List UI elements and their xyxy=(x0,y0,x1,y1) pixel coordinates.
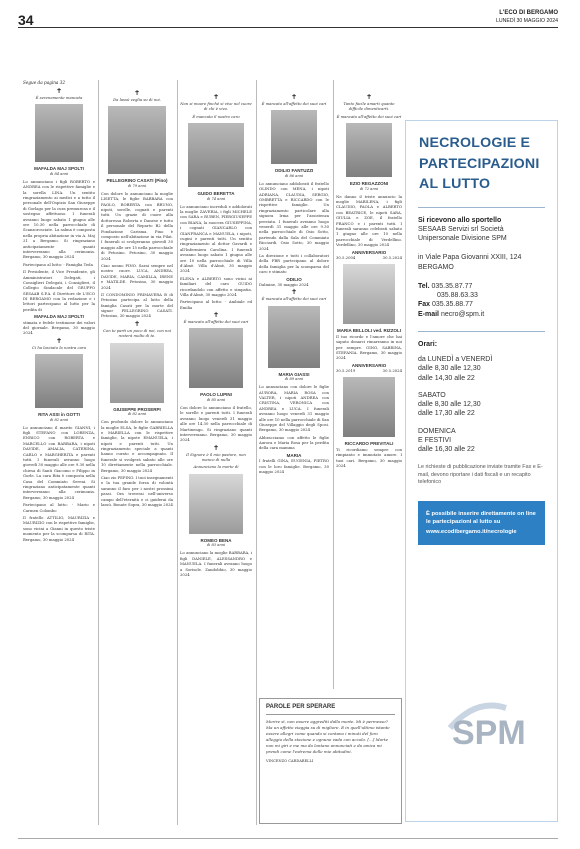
deceased-age: di 83 anni xyxy=(206,543,226,548)
ad-title-line: PARTECIPAZIONI xyxy=(419,155,540,172)
spm-logo-icon xyxy=(446,694,542,754)
notice-text: Lo annunciano addolorati il fratello OLINDO con MENA, i nipoti ADRIANA, CLAUDIA, SERGIO, OMBRETTA e RICCARDO con le rispettive famiglie. Un ringraziamento particolare alla signora Irma per l'assistenza prestata. I funerali avranno luogo venerdì 31 maggio alle ore 9.30 nella parrocchiale di Osio Sotto, partendo dalla Sala del Commiato Ricciardi. Osio Sotto, 30 maggio 2024 xyxy=(259,180,329,251)
tel-number-2: 035.88.63.33 xyxy=(437,292,478,300)
column-divider xyxy=(333,80,334,689)
spm-logo xyxy=(446,694,542,754)
weekday-hours: dalle 14,30 alle 22 xyxy=(418,374,475,382)
portrait-photo xyxy=(345,122,393,178)
deceased-age: di 82 anni xyxy=(49,417,69,422)
deceased-age: di 72 anni xyxy=(359,186,379,191)
portrait-photo xyxy=(267,305,321,369)
notice-text: Con dolore lo annunciano la moglie LISETTA, le figlie BARBARA con PAOLO, ROBERTA con BRUNO, nipoti, sorelle, cognati e parenti tutti. Un grazie di cuore alla dottoressa Roberta e Danese e tutto il personale del Reparto B2 della Fondazione Carisma. Pino è composto nell'abitazione in via Pilat. I funerali si svolgeranno giovedì 30 maggio alle ore 15 nella parrocchiale di Petosino. Petosino, 30 maggio 2024 xyxy=(101,190,173,261)
portrait-photo xyxy=(188,327,244,389)
sunday-label: DOMENICA xyxy=(418,427,456,435)
deceased-name: MARIA BELLOLI ved. RIZZOLI xyxy=(336,328,402,334)
notice-text: Ne danno il triste annuncio la moglie MARILENA, i figli CLAUDIO, PAOLA e ALBERTO con BEATRICE, le nipoti SARA, GIULIA e ZOE, il fratello FRANCO e i parenti tutti. I funerali saranno celebrati sabato 1 giugno alle ore 10 nella parrocchiale di Verdellino. Verdellino, 30 maggio 2024 xyxy=(336,193,402,248)
deceased-age: di 86 anni xyxy=(284,173,304,178)
cross-icon: ✝ xyxy=(56,336,62,345)
date-start: 30.5.2019 xyxy=(336,368,356,374)
notice-intro: Con te parti un poco di noi, con noi resterà molto di te. xyxy=(103,327,171,339)
office-name: SESAAB Servizi srl Società Unipersonale Divisione SPM xyxy=(418,226,507,243)
notice-intro: È mancato all'affetto dei suoi cari xyxy=(336,113,402,119)
masthead xyxy=(496,10,558,24)
notice-extra: Partecipano al lutto: - Ambiale ed Emilia xyxy=(180,299,252,310)
contact-info xyxy=(418,282,545,319)
notice-extra: Partecipano al lutto: - Famiglia Teda xyxy=(23,261,93,267)
sunday-hours: dalle 16,30 alle 22 xyxy=(418,446,475,453)
deceased-age: di 74 anni xyxy=(206,196,226,201)
page-number: 34 xyxy=(18,12,34,28)
notice-text: Dalmine, 30 maggio 2024 xyxy=(259,281,309,287)
poem-author: VINCENZO CARDARELLI xyxy=(266,759,314,763)
portrait-photo xyxy=(34,103,84,163)
deceased-name: GIUSEPPE PROSERPI xyxy=(113,406,161,412)
opening-hours xyxy=(418,340,545,454)
ad-divider xyxy=(418,331,545,332)
header-rule xyxy=(18,27,558,28)
issue-date: LUNEDÌ 30 MAGGIO 2024 xyxy=(496,17,558,24)
tel-label: Tel. xyxy=(418,282,430,290)
notice-text: Ciao zio PEPINO. I tuoi insegnamenti e la tua grande forza di volontà saranno il faro per i nostri prossimi passi. Ora troverai nell'universo campo dell'eternità e ci guiderai da lassù. Bonate Sopra, 30 maggio 2024 xyxy=(101,475,173,507)
cross-icon: ✝ xyxy=(366,94,372,101)
paper-name: L'ECO DI BERGAMO xyxy=(499,10,558,16)
cross-icon: ✝ xyxy=(213,443,219,452)
notice-text: Ciao nonno PINO. Sarai sempre nel nostro cuore. LUCA, ANDREA, DAVIDE, MARIA, CAMILLA, IRENE e MATILDE. Petosino, 30 maggio 2024 xyxy=(101,262,173,290)
portrait-photo xyxy=(342,376,396,438)
deceased-name: MARIA GIASSI xyxy=(278,371,310,377)
deceased-name: MAFALDA MAJ SPOLTI xyxy=(34,314,84,320)
email-label: E-mail xyxy=(418,310,440,318)
weekday-label: da LUNEDÌ a VENERDÌ xyxy=(418,356,493,364)
cross-icon: ✝ xyxy=(134,319,140,328)
notice-intro: È mancato all'affetto dei suoi cari xyxy=(183,319,249,325)
poem-title: PAROLE PER SPERARE xyxy=(266,703,395,715)
portrait-photo xyxy=(342,263,396,325)
cross-icon: ✝ xyxy=(291,288,297,297)
saturday-hours: dalle 8,30 alle 12,30 xyxy=(418,401,481,409)
cross-icon: ✝ xyxy=(213,311,219,320)
deceased-name: RITA ASSI in GOTTI xyxy=(38,412,80,418)
deceased-name: EZIO REGAZZONI xyxy=(349,181,389,187)
anniversary-dates xyxy=(336,255,402,260)
notice-quote: Tanto facile amarti quanto difficile dimenticarti. xyxy=(343,101,395,112)
notice-text: Lo annunciano il marito GIANNI, i figli STEFANO con LORENZA, ENRICO con ROBERTA e MARCELLO con BARBARA, i nipoti DAVIDE, AMALIA, CATERINA, CARLO e MARGHERITA e parenti tutti. I funerali avranno luogo giovedì 30 maggio alle ore 9.30 nella chiesa di Santi Giacomo e Filippo in Gorle. La cara Rita è composta nella Casa del Commiato Sereni. Si ringraziano anticipatamente quanti interverranno alla cerimonia. Bergamo, 30 maggio 2024 xyxy=(23,424,95,500)
deceased-name: ODILIO FANTUZZI xyxy=(274,168,314,174)
email-address: necro@spm.it xyxy=(440,310,485,318)
ad-title-line: NECROLOGIE E xyxy=(419,135,531,151)
notice-text: Lo annunciano i figli ROBERTO e ANDREA con le rispettive famiglie e la sorella LINA. Un sentito ringraziamento ai medici e a tutto il personale dell'Ospizio San Giuseppe di Gorlago per la cura premurosa e il sostegno affettuoso. I funerali avranno luogo sabato 1 giugno alle ore 10.30 nella parrocchiale di Scanzorosciate. La salma è composta nella propria abitazione in via A. Maj 21 a Bergamo. Si ringraziano anticipatamente quanti interverranno alla cerimonia. Bergamo, 30 maggio 2024 xyxy=(23,178,95,260)
date-start: 30.5.2004 xyxy=(336,254,356,260)
poem-box xyxy=(259,698,402,824)
online-banner[interactable] xyxy=(418,501,545,546)
anniversary-dates xyxy=(336,368,402,373)
holiday-label: E FESTIVI xyxy=(418,436,452,444)
deceased-name: ROMEO BENA xyxy=(200,537,232,543)
notice-intro: Da lassù veglia su di noi. xyxy=(113,97,161,102)
notice-quote: Non si muore finché si vive nel cuore di chi è vivo. xyxy=(180,101,252,112)
date-end: 30.5.2024 xyxy=(382,254,402,260)
saturday-hours: dalle 17,30 alle 22 xyxy=(418,410,475,418)
page-footer-rule xyxy=(18,838,558,839)
notice-text: I fratelli GINA, EUGENIA, PIETRO con le loro famiglie. Bergamo, 30 maggio 2024 xyxy=(259,458,329,475)
notice-quote: Il Signore è il mio pastore, non manco di nulla xyxy=(186,451,246,463)
deceased-age: di 89 anni xyxy=(284,377,304,382)
saturday-label: SABATO xyxy=(418,391,446,399)
portrait-photo xyxy=(34,353,84,409)
notice-intro: È mancato il nostro caro xyxy=(192,113,240,119)
cross-icon: ✝ xyxy=(134,90,140,97)
notice-text: Ti ricordiamo sempre con rimpianto e immutato amore. I tuoi cari. Bergamo, 30 maggio 2024 xyxy=(336,446,402,469)
deceased-age: di 82 anni xyxy=(127,412,147,417)
portrait-photo xyxy=(188,473,244,535)
anniversary-label: ANNIVERSARIO xyxy=(351,249,387,255)
portrait-photo xyxy=(107,105,167,175)
notice-text: Lo annunciano la moglie BARBARA, i figli DANIELE, ALESSANDRO e MANUELA. I funerali avranno luogo a Sorisole. Zandobbio, 30 maggio 2024 xyxy=(180,550,252,577)
deceased-name: ODILIO xyxy=(286,276,302,282)
online-url-link[interactable]: www.ecodibergamo.it/necrologie xyxy=(426,529,517,536)
column-divider xyxy=(98,80,99,825)
notice-intro: Annunciano la morte di xyxy=(193,464,239,470)
anniversary-label: ANNIVERSARIO xyxy=(351,362,387,368)
cross-icon: ✝ xyxy=(291,94,297,101)
deceased-name: MAFALDA MAJ SPOLTI xyxy=(34,166,84,172)
ad-title-line: AL LUTTO xyxy=(419,176,491,193)
fax-label: Fax xyxy=(418,301,431,309)
notice-text: Il tuo ricordo e l'amore che hai saputo donarci rimarranno in noi per sempre. GINO, SABRINA, STEFANIA. Bergamo, 30 maggio 2024 xyxy=(336,333,402,361)
portrait-photo xyxy=(109,342,165,404)
office-address: in Viale Papa Giovanni XXIII, 124 BERGAMO xyxy=(418,254,522,271)
weekday-hours: dalle 8,30 alle 12,30 xyxy=(418,365,481,373)
notice-text: La direzione e tutti i collaboratori della FBR partecipano al dolore della famiglia per la scomparsa del caro e stimato xyxy=(259,252,329,275)
column-3 xyxy=(180,94,252,828)
office-label: Si ricevono allo sportello xyxy=(418,216,502,224)
ad-title xyxy=(419,133,557,195)
cross-icon: ✝ xyxy=(56,88,62,95)
column-4 xyxy=(259,94,329,692)
deceased-name: PAOLO LUPINI xyxy=(200,392,232,398)
poem-text: Morire sì, non essere aggrediti dalla morte. Mi è permesso? Ma un affetto viaggia su di migliore. E in quell'ultimo istante essere allegri come quando si contano i minuti del foro alleggio della stazione e ognuno vada con accolo. [...] Morte non mi giri e me ma da lontano annunciati e da amica mi prendi come l'estrema delle mie abitudini. xyxy=(266,719,390,754)
cross-icon: ✝ xyxy=(213,94,219,101)
notice-text: stimata e fedele testimone dei valori del giornale. Bergamo, 30 maggio 2024 xyxy=(23,319,95,336)
column-divider xyxy=(177,80,178,825)
notice-intro: Ci ha lasciato la nostra cara xyxy=(32,344,86,350)
column-1 xyxy=(23,88,95,828)
office-info xyxy=(418,216,545,244)
deceased-name: PELLEGRINO CASATI (Pino) xyxy=(106,178,168,184)
logo-text: SPM xyxy=(452,714,526,752)
deceased-name: RICCARDO PREVITALI xyxy=(344,441,394,447)
notice-intro: È serenamente mancata xyxy=(35,95,83,100)
notice-text: Il CONDOMINIO FRIMAVERA B di Petosino partecipa al lutto della famiglia Casati per la morte del signor PELLEGRINO CASATI. Petosino, 30 maggio 2024 xyxy=(101,291,173,319)
deceased-age: di 84 anni xyxy=(49,171,69,176)
date-end: 30.5.2024 xyxy=(382,368,402,374)
notice-intro: È mancato all'affetto dei suoi cari xyxy=(261,101,327,106)
notice-intro: È mancata all'affetto dei suoi cari xyxy=(261,296,327,302)
ad-divider xyxy=(418,207,545,208)
column-divider xyxy=(256,80,257,825)
portrait-photo xyxy=(270,109,318,165)
fax-number: 035.35.88.77 xyxy=(432,301,473,309)
submission-note: Le richieste di pubblicazione inviate tramite Fax e E-mail, devono riportare i dati fiscali e un recapito telefonico xyxy=(418,464,543,486)
column-5 xyxy=(336,94,402,692)
notice-text: Con profondo dolore lo annunciano la moglie ELSA, le figlie GABRIELLA e MARIELLA con le rispettive famiglie, la nipote EMANUELA, i nipoti e parenti tutti. Un ringraziamento speciale a quanti hanno curato e accompagnato. Il funerale si svolgerà sabato alle ore 10 direttamente nella parrocchiale. Bergamo, 30 maggio 2024 xyxy=(101,419,173,473)
notice-text: Lo annunciano con dolore le figlie AURORA, MARIA ROSA con VALTER, i nipoti ANDREA con CRISTINA, VERONICA con ANDREA e LUCA. I funerali avranno luogo venerdì 31 maggio alle ore 10 nella parrocchiale di San Giuseppe del Villaggio degli Sposi. Bergamo, 30 maggio 2024 xyxy=(259,384,329,433)
notice-text: Lo annunciano increduli e addolorati la moglie ZAVERIA, i figli MICHELE con SARA e RUBEN, PIERGIUSEPPE con BIANA, la suocera GIUSEPPINA, i cognati GIANCARLO con GIANFRANCA e MANUELA, i nipoti, cugini e parenti tutti. Un sentito ringraziamento al dottor Gavardi e all'Infermiera Carolina. I funerali avranno luogo sabato 1 giugno alle ore 10 nella parrocchiale di Villa d'Almè. Villa d'Almè, 30 maggio 2024 xyxy=(180,203,252,274)
segue-note: Segue da pagina 32 xyxy=(23,80,66,85)
notice-text: Con dolore lo annunciano il fratello, le sorelle e parenti tutti. I funerali avranno luogo venerdì 31 maggio alle ore 14.30 nella parrocchiale di Martinengo. Si ringraziano quanti interverranno. Bergamo, 30 maggio 2024 xyxy=(180,404,252,443)
hours-label: Orari: xyxy=(418,340,438,348)
portrait-photo xyxy=(187,122,245,188)
tel-number: 035.35.87.77 xyxy=(431,282,473,290)
notice-text: Il Presidente, il Vice Presidente, gli Amministratori Delegati, i Consiglieri Delegati, i Consiglieri, il Collegio Sindacale del GRUPPO SESAAB S.P.A. il Direttore de L'ECO DI BERGAMO con la redazione e i lettori partecipano al lutto per la perdita di xyxy=(23,269,95,312)
deceased-name: GUIDO BERETTA xyxy=(197,191,235,197)
deceased-age: di 85 anni xyxy=(206,397,226,402)
notice-text: Abbracciamo con affetto le figlie Aurora e Maria Rosa per la perdita della cara mamma xyxy=(259,434,329,451)
online-text: È possibile inserire direttamente on line le partecipazioni al lutto su xyxy=(426,510,536,525)
deceased-name: MARIA xyxy=(286,452,302,458)
notice-text: Il fratello ATTILIO, MAURIZIA e MAURIZIO con le rispettive famiglie, sono vicini a Gianni in questo triste momento per la scomparsa di RITA. Bergamo, 30 maggio 2024 xyxy=(23,514,95,542)
notice-text: ELENA e ALBERTO sono vicini ai familiari del caro GUIDO ricordandolo con affetto e simpatia. Villa d'Almè, 30 maggio 2024 xyxy=(180,275,252,297)
deceased-age: di 79 anni xyxy=(127,183,147,188)
column-2 xyxy=(101,90,173,828)
notice-extra: Partecipano al lutto: - Mario e Carmen Colombo xyxy=(23,502,95,513)
